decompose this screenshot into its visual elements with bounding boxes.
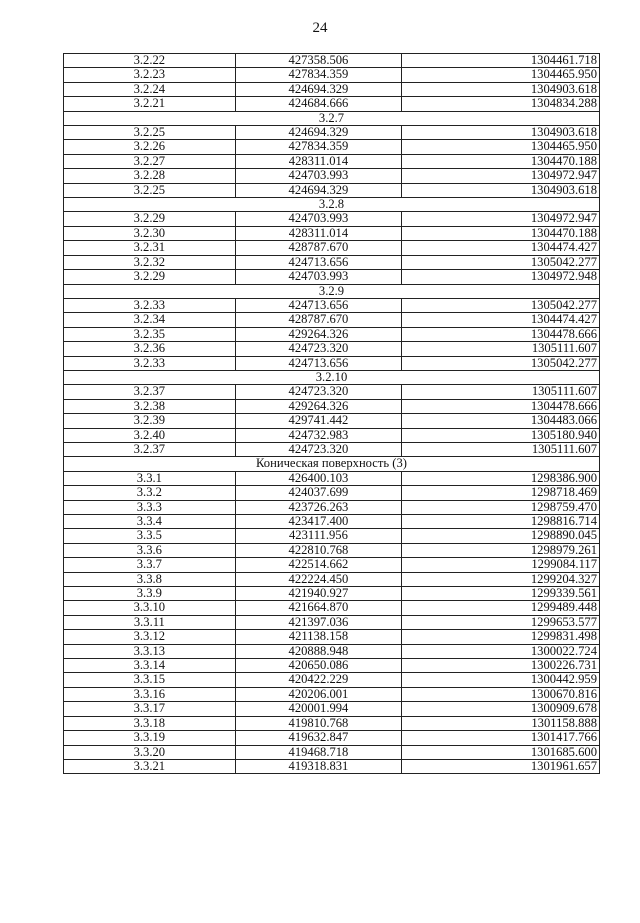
x-coordinate-cell: 424732.983 [235, 428, 402, 442]
table-row [64, 68, 600, 82]
x-coordinate-cell: 424723.320 [235, 385, 402, 399]
point-id-cell: 3.3.4 [64, 515, 236, 529]
point-id-cell: 3.2.29 [64, 212, 236, 226]
x-coordinate-cell: 428311.014 [235, 154, 402, 168]
y-coordinate-cell: 1298890.045 [402, 529, 600, 543]
table-row [64, 630, 600, 644]
y-coordinate-cell: 1305042.277 [402, 255, 600, 269]
point-id-cell: 3.3.15 [64, 673, 236, 687]
point-id-cell: 3.2.40 [64, 428, 236, 442]
point-id-cell: 3.3.13 [64, 644, 236, 658]
y-coordinate-cell: 1298386.900 [402, 471, 600, 485]
section-heading: 3.2.7 [64, 111, 600, 125]
y-coordinate-cell: 1304483.066 [402, 414, 600, 428]
y-coordinate-cell: 1304461.718 [402, 54, 600, 68]
x-coordinate-cell: 424723.320 [235, 442, 402, 456]
y-coordinate-cell: 1299653.577 [402, 615, 600, 629]
y-coordinate-cell: 1304474.427 [402, 241, 600, 255]
x-coordinate-cell: 427834.359 [235, 68, 402, 82]
point-id-cell: 3.2.25 [64, 126, 236, 140]
x-coordinate-cell: 424713.656 [235, 298, 402, 312]
point-id-cell: 3.3.20 [64, 745, 236, 759]
table-row [64, 327, 600, 341]
y-coordinate-cell: 1304972.948 [402, 270, 600, 284]
point-id-cell: 3.3.8 [64, 572, 236, 586]
page-number: 24 [312, 20, 328, 36]
table-row [64, 659, 600, 673]
table-row [64, 385, 600, 399]
x-coordinate-cell: 419318.831 [235, 759, 402, 773]
x-coordinate-cell: 428787.670 [235, 313, 402, 327]
y-coordinate-cell: 1298979.261 [402, 543, 600, 557]
table-row [64, 54, 600, 68]
x-coordinate-cell: 429264.326 [235, 399, 402, 413]
table-row [64, 745, 600, 759]
x-coordinate-cell: 421664.870 [235, 601, 402, 615]
table-row [64, 414, 600, 428]
y-coordinate-cell: 1304478.666 [402, 327, 600, 341]
point-id-cell: 3.2.34 [64, 313, 236, 327]
x-coordinate-cell: 422514.662 [235, 558, 402, 572]
table-row [64, 702, 600, 716]
table-row [64, 298, 600, 312]
x-coordinate-cell: 427834.359 [235, 140, 402, 154]
point-id-cell: 3.3.6 [64, 543, 236, 557]
table-row [64, 356, 600, 370]
table-row [64, 342, 600, 356]
y-coordinate-cell: 1305111.607 [402, 385, 600, 399]
table-row [64, 313, 600, 327]
point-id-cell: 3.2.36 [64, 342, 236, 356]
y-coordinate-cell: 1299204.327 [402, 572, 600, 586]
table-row [64, 500, 600, 514]
table-row [64, 529, 600, 543]
point-id-cell: 3.3.19 [64, 731, 236, 745]
y-coordinate-cell: 1298718.469 [402, 486, 600, 500]
x-coordinate-cell: 426400.103 [235, 471, 402, 485]
table-row [64, 644, 600, 658]
point-id-cell: 3.3.12 [64, 630, 236, 644]
x-coordinate-cell: 420422.229 [235, 673, 402, 687]
table-row [64, 241, 600, 255]
table-row [64, 558, 600, 572]
x-coordinate-cell: 422224.450 [235, 572, 402, 586]
y-coordinate-cell: 1305042.277 [402, 356, 600, 370]
section-heading-row [64, 284, 600, 298]
y-coordinate-cell: 1299489.448 [402, 601, 600, 615]
y-coordinate-cell: 1305111.607 [402, 342, 600, 356]
point-id-cell: 3.2.21 [64, 97, 236, 111]
table-row [64, 212, 600, 226]
point-id-cell: 3.3.16 [64, 687, 236, 701]
y-coordinate-cell: 1300909.678 [402, 702, 600, 716]
table-row [64, 572, 600, 586]
y-coordinate-cell: 1300226.731 [402, 659, 600, 673]
point-id-cell: 3.3.7 [64, 558, 236, 572]
point-id-cell: 3.3.17 [64, 702, 236, 716]
x-coordinate-cell: 423417.400 [235, 515, 402, 529]
table-row [64, 270, 600, 284]
point-id-cell: 3.2.32 [64, 255, 236, 269]
table-row [64, 615, 600, 629]
y-coordinate-cell: 1304903.618 [402, 126, 600, 140]
x-coordinate-cell: 423726.263 [235, 500, 402, 514]
y-coordinate-cell: 1298816.714 [402, 515, 600, 529]
x-coordinate-cell: 419632.847 [235, 731, 402, 745]
y-coordinate-cell: 1299831.498 [402, 630, 600, 644]
x-coordinate-cell: 421138.158 [235, 630, 402, 644]
y-coordinate-cell: 1304474.427 [402, 313, 600, 327]
y-coordinate-cell: 1304972.947 [402, 212, 600, 226]
point-id-cell: 3.2.35 [64, 327, 236, 341]
point-id-cell: 3.2.31 [64, 241, 236, 255]
x-coordinate-cell: 428787.670 [235, 241, 402, 255]
x-coordinate-cell: 424703.993 [235, 212, 402, 226]
coordinates-table [63, 53, 600, 774]
x-coordinate-cell: 429741.442 [235, 414, 402, 428]
y-coordinate-cell: 1299339.561 [402, 587, 600, 601]
point-id-cell: 3.3.18 [64, 716, 236, 730]
point-id-cell: 3.3.21 [64, 759, 236, 773]
point-id-cell: 3.3.9 [64, 587, 236, 601]
x-coordinate-cell: 419810.768 [235, 716, 402, 730]
point-id-cell: 3.2.39 [64, 414, 236, 428]
section-heading-row [64, 457, 600, 471]
section-heading-row [64, 198, 600, 212]
x-coordinate-cell: 424694.329 [235, 82, 402, 96]
x-coordinate-cell: 424694.329 [235, 183, 402, 197]
x-coordinate-cell: 420888.948 [235, 644, 402, 658]
y-coordinate-cell: 1304478.666 [402, 399, 600, 413]
y-coordinate-cell: 1300670.816 [402, 687, 600, 701]
table-row [64, 731, 600, 745]
x-coordinate-cell: 424723.320 [235, 342, 402, 356]
table-row [64, 255, 600, 269]
point-id-cell: 3.2.23 [64, 68, 236, 82]
x-coordinate-cell: 427358.506 [235, 54, 402, 68]
y-coordinate-cell: 1304972.947 [402, 169, 600, 183]
point-id-cell: 3.2.25 [64, 183, 236, 197]
x-coordinate-cell: 424037.699 [235, 486, 402, 500]
x-coordinate-cell: 423111.956 [235, 529, 402, 543]
table-row [64, 82, 600, 96]
table-row [64, 543, 600, 557]
point-id-cell: 3.3.5 [64, 529, 236, 543]
y-coordinate-cell: 1304903.618 [402, 183, 600, 197]
table-row [64, 226, 600, 240]
x-coordinate-cell: 424703.993 [235, 270, 402, 284]
point-id-cell: 3.3.1 [64, 471, 236, 485]
point-id-cell: 3.2.33 [64, 298, 236, 312]
x-coordinate-cell: 424694.329 [235, 126, 402, 140]
y-coordinate-cell: 1301417.766 [402, 731, 600, 745]
table-row [64, 515, 600, 529]
point-id-cell: 3.3.3 [64, 500, 236, 514]
point-id-cell: 3.2.28 [64, 169, 236, 183]
point-id-cell: 3.3.10 [64, 601, 236, 615]
table-row [64, 126, 600, 140]
table-row [64, 97, 600, 111]
section-heading: 3.2.9 [64, 284, 600, 298]
table-row [64, 759, 600, 773]
x-coordinate-cell: 420650.086 [235, 659, 402, 673]
y-coordinate-cell: 1300442.959 [402, 673, 600, 687]
x-coordinate-cell: 424703.993 [235, 169, 402, 183]
table-row [64, 716, 600, 730]
point-id-cell: 3.2.24 [64, 82, 236, 96]
x-coordinate-cell: 420001.994 [235, 702, 402, 716]
y-coordinate-cell: 1304465.950 [402, 140, 600, 154]
table-row [64, 587, 600, 601]
table-row [64, 601, 600, 615]
x-coordinate-cell: 424713.656 [235, 356, 402, 370]
y-coordinate-cell: 1298759.470 [402, 500, 600, 514]
coordinates-table-body [64, 54, 600, 774]
y-coordinate-cell: 1305180.940 [402, 428, 600, 442]
table-row [64, 169, 600, 183]
section-heading: Коническая поверхность (3) [64, 457, 600, 471]
table-row [64, 442, 600, 456]
x-coordinate-cell: 422810.768 [235, 543, 402, 557]
table-row [64, 140, 600, 154]
point-id-cell: 3.2.26 [64, 140, 236, 154]
y-coordinate-cell: 1300022.724 [402, 644, 600, 658]
point-id-cell: 3.3.2 [64, 486, 236, 500]
y-coordinate-cell: 1301158.888 [402, 716, 600, 730]
y-coordinate-cell: 1304465.950 [402, 68, 600, 82]
section-heading: 3.2.10 [64, 370, 600, 384]
y-coordinate-cell: 1301685.600 [402, 745, 600, 759]
x-coordinate-cell: 421940.927 [235, 587, 402, 601]
point-id-cell: 3.2.27 [64, 154, 236, 168]
y-coordinate-cell: 1304470.188 [402, 226, 600, 240]
table-row [64, 486, 600, 500]
table-row [64, 399, 600, 413]
y-coordinate-cell: 1299084.117 [402, 558, 600, 572]
section-heading-row [64, 111, 600, 125]
x-coordinate-cell: 420206.001 [235, 687, 402, 701]
y-coordinate-cell: 1304834.288 [402, 97, 600, 111]
x-coordinate-cell: 424713.656 [235, 255, 402, 269]
x-coordinate-cell: 419468.718 [235, 745, 402, 759]
table-row [64, 673, 600, 687]
y-coordinate-cell: 1304470.188 [402, 154, 600, 168]
y-coordinate-cell: 1305042.277 [402, 298, 600, 312]
point-id-cell: 3.3.11 [64, 615, 236, 629]
table-row [64, 471, 600, 485]
table-row [64, 154, 600, 168]
point-id-cell: 3.2.37 [64, 442, 236, 456]
point-id-cell: 3.2.22 [64, 54, 236, 68]
x-coordinate-cell: 421397.036 [235, 615, 402, 629]
y-coordinate-cell: 1301961.657 [402, 759, 600, 773]
point-id-cell: 3.2.38 [64, 399, 236, 413]
point-id-cell: 3.2.29 [64, 270, 236, 284]
point-id-cell: 3.2.33 [64, 356, 236, 370]
x-coordinate-cell: 428311.014 [235, 226, 402, 240]
table-row [64, 687, 600, 701]
section-heading: 3.2.8 [64, 198, 600, 212]
y-coordinate-cell: 1304903.618 [402, 82, 600, 96]
table-row [64, 428, 600, 442]
point-id-cell: 3.2.37 [64, 385, 236, 399]
point-id-cell: 3.2.30 [64, 226, 236, 240]
x-coordinate-cell: 429264.326 [235, 327, 402, 341]
section-heading-row [64, 370, 600, 384]
y-coordinate-cell: 1305111.607 [402, 442, 600, 456]
point-id-cell: 3.3.14 [64, 659, 236, 673]
x-coordinate-cell: 424684.666 [235, 97, 402, 111]
table-row [64, 183, 600, 197]
